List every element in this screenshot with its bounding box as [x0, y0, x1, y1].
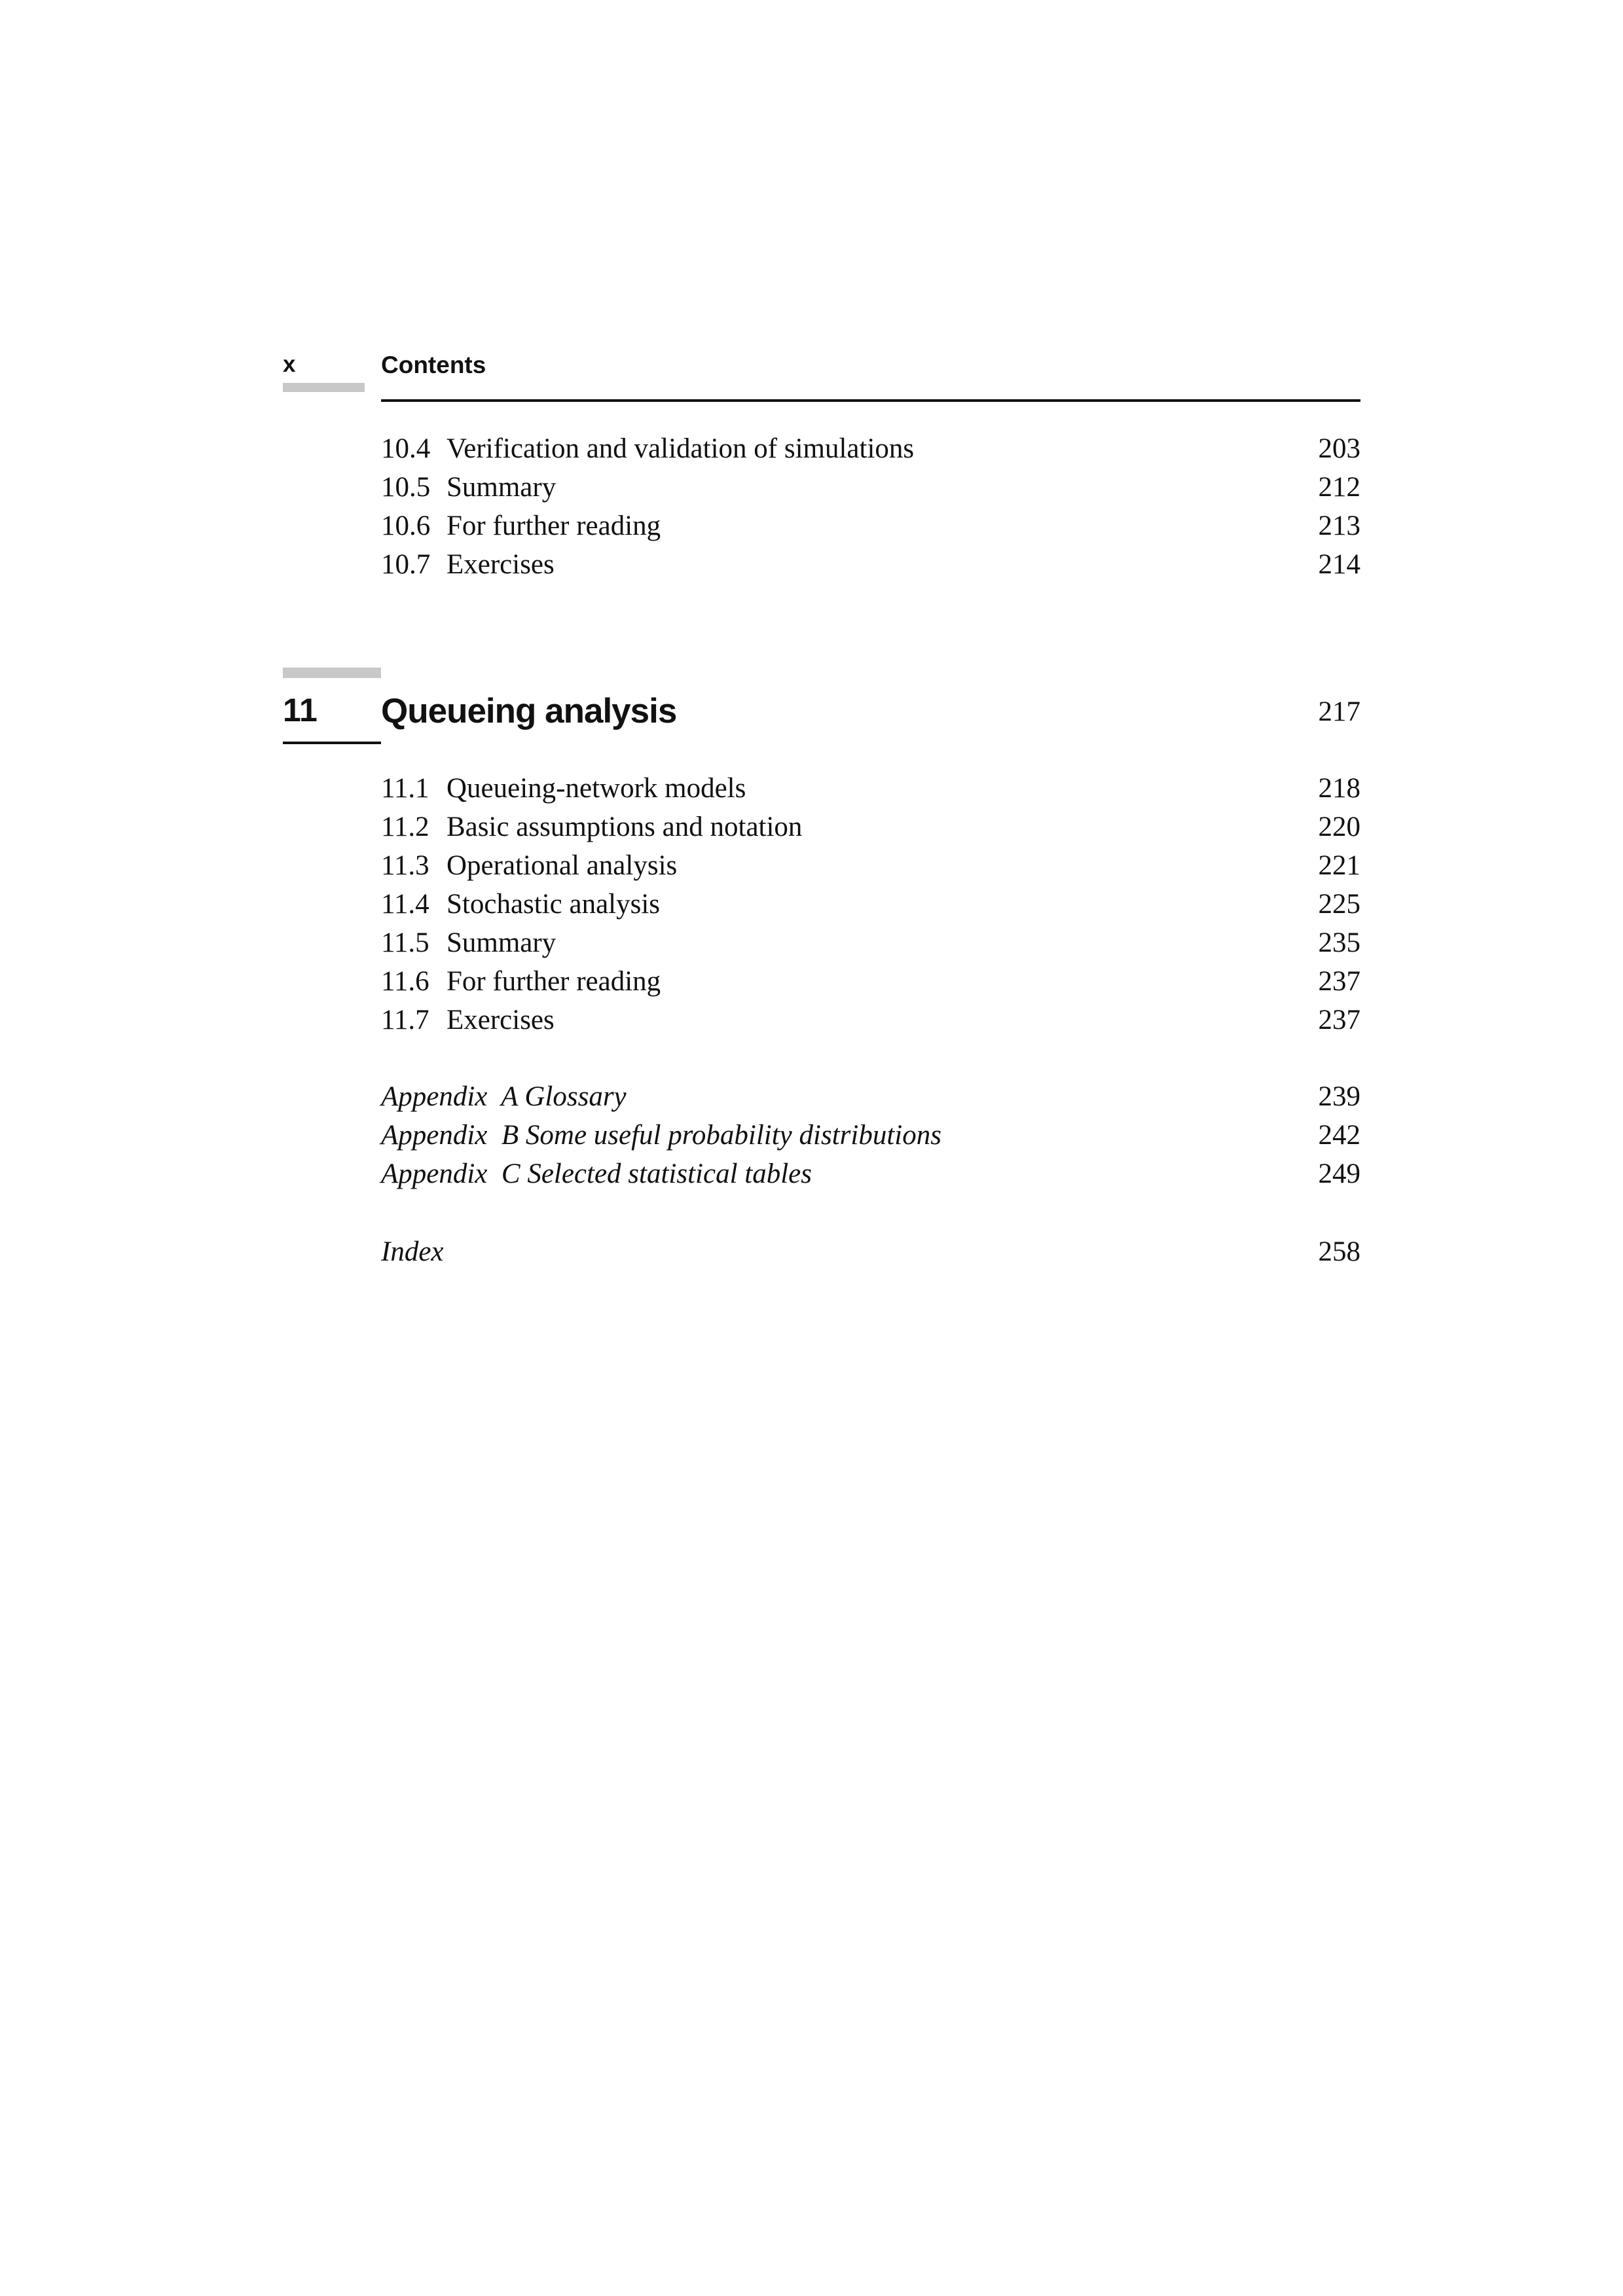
toc-entry-page: 221 [1318, 850, 1360, 881]
toc-entry-page: 212 [1318, 472, 1360, 503]
appendix-entry[interactable] [381, 1155, 1360, 1193]
chapter-number: 11 [283, 692, 318, 728]
toc-entry-page: 203 [1318, 433, 1360, 464]
toc-entry-number: 11.7 [381, 1005, 429, 1035]
chapter-gray-bar [283, 668, 381, 678]
toc-entry-title: Exercises [447, 1005, 555, 1035]
toc-entry-number: 10.4 [381, 433, 431, 464]
toc-entry[interactable] [381, 846, 1360, 885]
toc-entry-number: 11.6 [381, 966, 429, 997]
toc-entry-number: 11.3 [381, 850, 429, 881]
appendix-title: Appendix C Selected statistical tables [381, 1158, 812, 1189]
toc-entry[interactable] [381, 468, 1360, 507]
toc-entry-number: 10.5 [381, 472, 431, 503]
appendix-page: 242 [1318, 1120, 1360, 1151]
toc-entry-title: Verification and validation of simulations [447, 433, 915, 464]
toc-entry[interactable] [381, 885, 1360, 924]
toc-entry-page: 220 [1318, 812, 1360, 842]
toc-entry-number: 11.1 [381, 773, 429, 804]
toc-entry-number: 11.2 [381, 812, 429, 842]
toc-entry-number: 10.6 [381, 511, 431, 541]
toc-entry[interactable] [381, 769, 1360, 808]
toc-entry-page: 225 [1318, 889, 1360, 920]
toc-entry-title: Queueing-network models [447, 773, 746, 804]
toc-entry-page: 235 [1318, 927, 1360, 958]
toc-entry-page: 213 [1318, 511, 1360, 541]
toc-entry-title: For further reading [447, 511, 661, 541]
toc-entry-title: Operational analysis [447, 850, 678, 881]
index-page: 258 [1318, 1236, 1360, 1267]
appendix-title: Appendix B Some useful probability distributions [381, 1120, 941, 1151]
toc-entry-title: For further reading [447, 966, 661, 997]
toc-entry[interactable] [381, 962, 1360, 1001]
chapter-title[interactable]: Queueing analysis [381, 692, 677, 730]
toc-entry[interactable] [381, 808, 1360, 846]
chapter-page: 217 [1318, 696, 1360, 727]
toc-entry-title: Basic assumptions and notation [447, 812, 803, 842]
appendix-page: 249 [1318, 1158, 1360, 1189]
toc-entry-page: 218 [1318, 773, 1360, 804]
toc-entry-number: 11.5 [381, 927, 429, 958]
page-folio: x [283, 351, 296, 377]
toc-entry-title: Summary [447, 472, 556, 503]
toc-entry[interactable] [381, 924, 1360, 962]
toc-entry[interactable] [381, 545, 1360, 584]
appendix-entry[interactable] [381, 1077, 1360, 1116]
toc-entry-page: 214 [1318, 549, 1360, 580]
toc-entry-number: 11.4 [381, 889, 429, 920]
toc-entry-number: 10.7 [381, 549, 431, 580]
toc-entry-title: Summary [447, 927, 556, 958]
appendix-page: 239 [1318, 1081, 1360, 1112]
toc-entry-title: Stochastic analysis [447, 889, 661, 920]
appendix-entry[interactable] [381, 1116, 1360, 1155]
chapter-rule [283, 742, 381, 744]
toc-entry-page: 237 [1318, 966, 1360, 997]
header-rule [381, 399, 1360, 402]
toc-entry-page: 237 [1318, 1005, 1360, 1035]
toc-entry[interactable] [381, 1001, 1360, 1039]
toc-entry[interactable] [381, 507, 1360, 545]
appendix-title: Appendix A Glossary [381, 1081, 627, 1112]
toc-entry-title: Exercises [447, 549, 555, 580]
index-entry[interactable] [381, 1232, 1360, 1271]
toc-entry[interactable] [381, 429, 1360, 468]
running-header-title: Contents [381, 351, 486, 378]
index-title: Index [381, 1236, 444, 1267]
folio-gray-bar [283, 383, 365, 392]
